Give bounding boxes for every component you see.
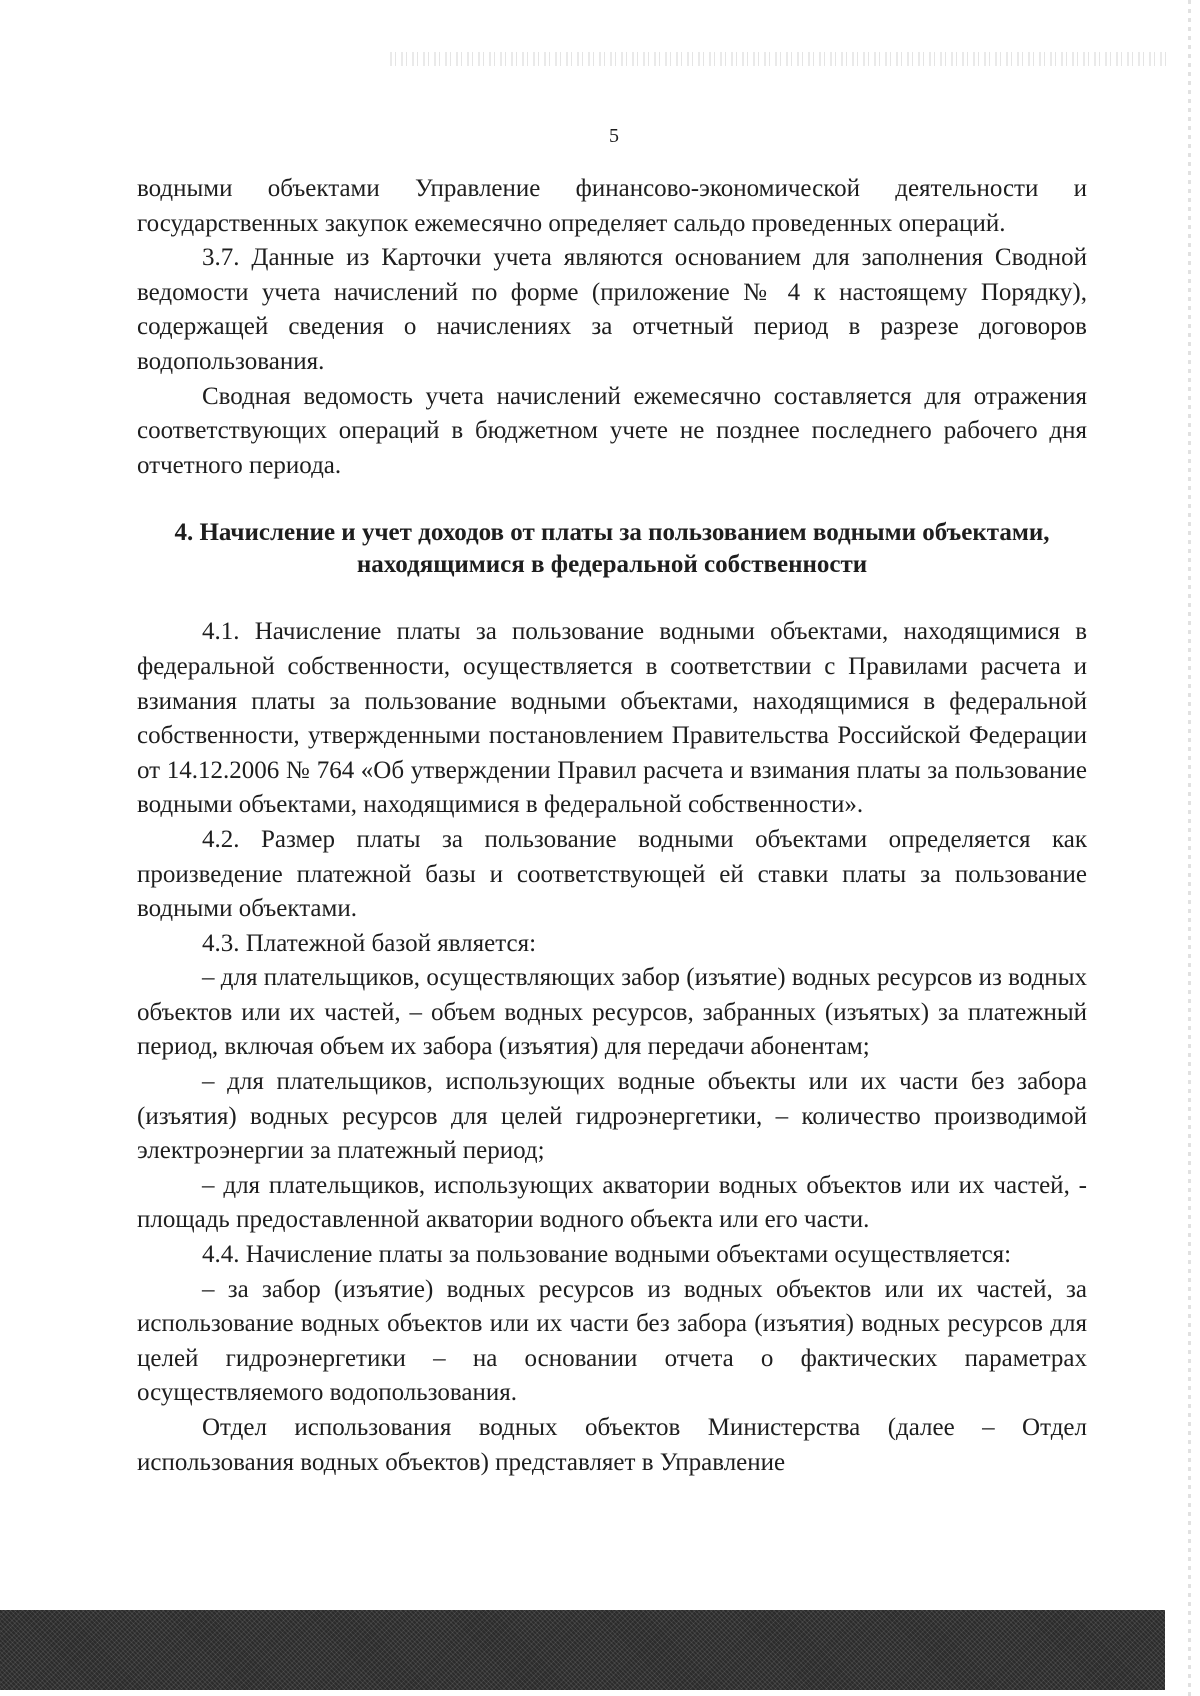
scan-edge-right <box>1188 0 1191 1696</box>
paragraph-continuation: водными объектами Управление финансово-экономической деятельности и государственных закупок ежемесячно определяет сальдо проведенных операций. <box>137 175 1087 237</box>
list-item-hydropower: – для плательщиков, использующих водные объекты или их части без забора (изъятия) водных ресурсов для целей гидроэнергетики, – количество производимой электроэнергии за платежный период; <box>137 1068 1087 1165</box>
paragraph-3-7: 3.7. Данные из Карточки учета являются основанием для заполнения Сводной ведомости учета начислений по форме (приложение № 4 к настоящему Порядку), содержащей сведения о начислениях за отчетный период в разрезе договоров водопользования. <box>137 244 1087 375</box>
page-number: 5 <box>609 125 619 147</box>
list-item-withdrawal: – для плательщиков, осуществляющих забор (изъятие) водных ресурсов из водных объектов или их частей, – объем водных ресурсов, забранных (изъятых) за платежный период, включая объем их забора (изъятия) для передачи абонентам; <box>137 964 1087 1061</box>
paragraph-4-4: 4.4. Начисление платы за пользование водными объектами осуществляется: <box>202 1241 1012 1269</box>
section-4-heading <box>137 517 1087 581</box>
scan-dark-band-bottom <box>0 1610 1165 1690</box>
paragraph-4-2: 4.2. Размер платы за пользование водными объектами определяется как произведение платежной базы и соответствующей ей ставки платы за пользование водными объектами. <box>137 825 1087 923</box>
paragraph-summary-statement: Сводная ведомость учета начислений ежемесячно составляется для отражения соответствующих операций в бюджетном учете не позднее последнего рабочего дня отчетного периода. <box>137 382 1087 479</box>
section-heading-line-1: 4. Начисление и учет доходов от платы за пользованием водными объектами, <box>174 519 1050 547</box>
section-heading-line-2: находящимися в федеральной собственности <box>356 551 868 579</box>
paragraph-4-1: 4.1. Начисление платы за пользование водными объектами, находящимися в федеральной собственности, осуществляется в соответствии с Правилами расчета и взимания платы за пользование водными объектами, находящимися в федеральной собственности, утвержденными постановлением Правительства Российской Федерации от 14.12.2006 № 764 «Об утверждении Правил расчета и взимания платы за пользование водными объектами, находящимися в федеральной собственности». <box>137 618 1087 819</box>
list-item-basis-report: – за забор (изъятие) водных ресурсов из водных объектов или их частей, за использование водных объектов или их части без забора (изъятия) водных ресурсов для целей гидроэнергетики – на основании отчета о фактических параметрах осуществляемого водопользования. <box>137 1275 1087 1407</box>
paragraph-4-3: 4.3. Платежной базой является: <box>202 929 537 957</box>
list-item-water-area: – для плательщиков, использующих акватории водных объектов или их частей, - площадь предоставленной акватории водного объекта или его части. <box>137 1171 1087 1234</box>
scan-noise-top <box>390 52 1170 66</box>
paragraph-department: Отдел использования водных объектов Министерства (далее – Отдел использования водных объектов) представляет в Управление <box>137 1414 1087 1476</box>
document-body <box>137 172 1087 1480</box>
